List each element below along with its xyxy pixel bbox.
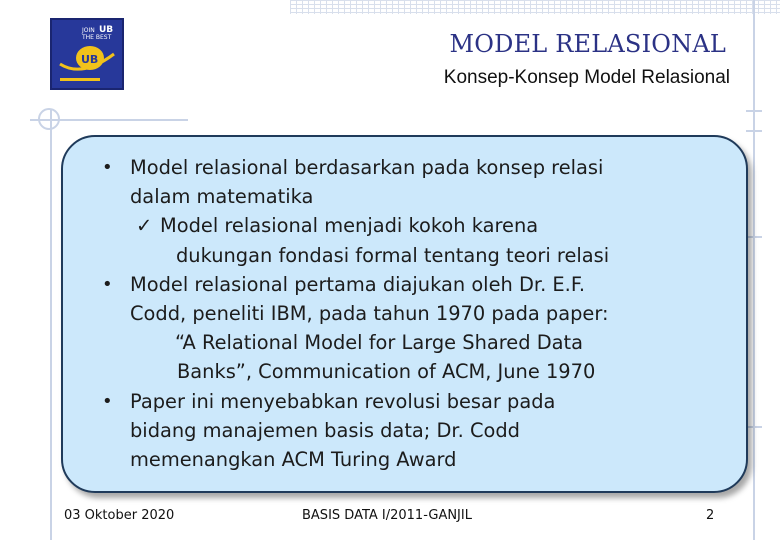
citation-text: “A Relational Model for Large Shared Data bbox=[175, 331, 584, 355]
page-title: MODEL RELASIONAL bbox=[449, 30, 726, 58]
citation-block bbox=[102, 328, 722, 386]
sub-item-text: dukungan fondasi formal tentang teori relasi bbox=[176, 243, 610, 267]
rail-tick bbox=[746, 236, 762, 238]
checkmark-icon: ✓ bbox=[136, 214, 153, 238]
list-item-text: Codd, peneliti IBM, pada tahun 1970 pada paper: bbox=[130, 302, 609, 326]
footer-date: 03 Oktober 2020 bbox=[64, 508, 175, 523]
footer-page-number: 2 bbox=[706, 508, 715, 523]
logo-emblem-text: UB bbox=[81, 53, 99, 66]
crosshair-circle-icon bbox=[38, 108, 60, 130]
list-item-text: Paper ini menyebabkan revolusi besar pada bbox=[130, 389, 556, 413]
left-decoration-rail bbox=[50, 110, 52, 540]
footer-course: BASIS DATA I/2011-GANJIL bbox=[302, 508, 472, 523]
list-item-text: Model relasional berdasarkan pada konsep relasi bbox=[130, 156, 604, 179]
list-item bbox=[102, 270, 722, 328]
header-decoration-grid bbox=[290, 0, 780, 14]
sub-item-text: Model relasional menjadi kokoh karena bbox=[160, 214, 539, 238]
bullet-icon: • bbox=[102, 273, 113, 295]
bullet-icon: • bbox=[102, 390, 113, 412]
list-item-text: bidang manajemen basis data; Dr. Codd bbox=[130, 418, 520, 442]
list-item bbox=[102, 153, 722, 211]
list-item-text: memenangkan ACM Turing Award bbox=[130, 448, 457, 472]
university-logo bbox=[50, 18, 124, 90]
citation-text: Banks”, Communication of ACM, June 1970 bbox=[177, 360, 596, 384]
page-subtitle: Konsep-Konsep Model Relasional bbox=[443, 67, 730, 88]
rail-tick bbox=[746, 110, 762, 112]
logo-graphic bbox=[52, 20, 122, 88]
sub-list-item bbox=[102, 211, 722, 269]
logo-underline bbox=[60, 78, 100, 81]
list-item-text: dalam matematika bbox=[130, 185, 314, 209]
right-decoration-rail bbox=[753, 0, 755, 540]
logo-ub-text: UB bbox=[99, 25, 114, 35]
rail-tick bbox=[746, 130, 762, 132]
logo-join-text: JOIN bbox=[82, 27, 95, 34]
bullet-list bbox=[102, 153, 722, 474]
list-item-text: Model relasional pertama diajukan oleh Dr. E.F. bbox=[130, 272, 586, 296]
logo-best-text: THE BEST bbox=[82, 34, 112, 41]
list-item bbox=[102, 387, 722, 475]
rail-tick bbox=[746, 426, 762, 428]
bullet-icon: • bbox=[102, 157, 113, 178]
